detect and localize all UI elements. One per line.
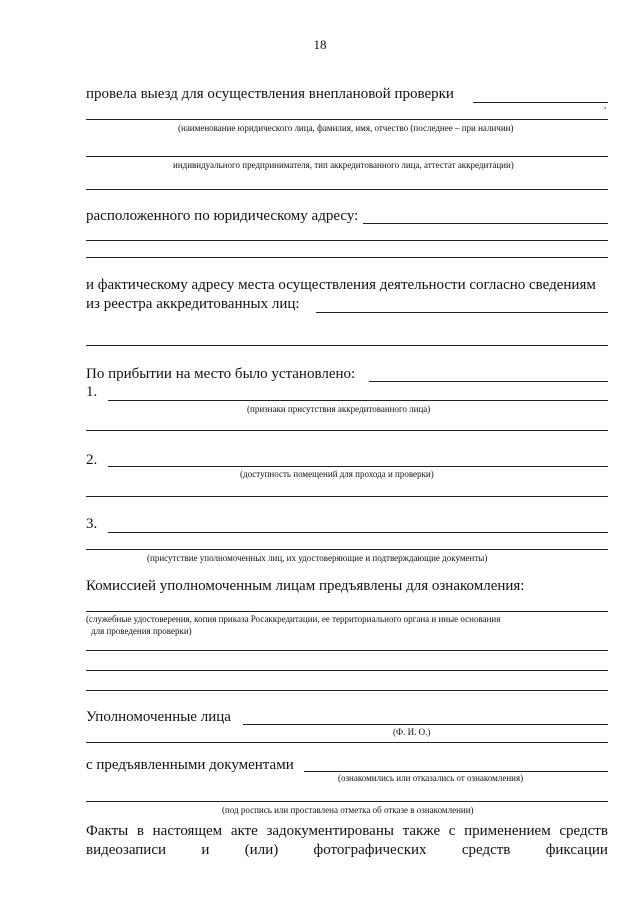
intro-blank-line: [473, 102, 608, 103]
facts-line-1-word: акте: [230, 823, 258, 839]
intro-text: провела выезд для осуществления внеплановой проверки: [86, 86, 454, 102]
item-1-line-2: [86, 430, 608, 431]
legal-address-line-1: [363, 223, 608, 224]
familiar-caption: (ознакомились или отказались от ознакомления): [338, 773, 524, 783]
item-2-caption: (доступность помещений для прохода и проверки): [240, 469, 434, 479]
commission-label: Комиссией уполномоченным лицам предъявлены для ознакомления:: [86, 578, 525, 594]
facts-line-1-word: в: [136, 823, 144, 839]
page-number: 18: [313, 37, 327, 52]
legal-address-line-2: [86, 240, 608, 241]
presented-label: с предъявленными документами: [86, 757, 294, 773]
entity-caption-2: индивидуального предпринимателя, тип аккредитованного лица, аттестат аккредитации): [173, 160, 514, 170]
item-3-line: [108, 532, 608, 533]
authorized-line-2: [86, 742, 608, 743]
item-1-line: [108, 400, 608, 401]
facts-line-1-word: задокументированы: [266, 823, 394, 839]
docs-line-3: [86, 690, 608, 691]
item-2-line-2: [86, 496, 608, 497]
entity-line-2: [86, 156, 608, 157]
item-3-line-2: [86, 549, 608, 550]
actual-address-label-2: из реестра аккредитованных лиц:: [86, 296, 300, 312]
facts-line-2-word: и: [201, 842, 210, 858]
arrival-label: По прибытии на место было установлено:: [86, 366, 356, 382]
entity-caption: (наименование юридического лица, фамилия, имя, отчество (последнее – при наличии): [178, 123, 514, 133]
actual-address-label-1: и фактическому адресу места осуществления деятельности согласно сведениям: [86, 277, 596, 293]
facts-line-1-word: средств: [559, 823, 608, 839]
item-2-number: 2.: [86, 452, 98, 468]
facts-line-2: [86, 842, 608, 859]
legal-address-line-3: [86, 257, 608, 258]
actual-address-line-1: [316, 312, 608, 313]
facts-line-1-word: Факты: [86, 823, 129, 839]
facts-line-2-word: (или): [244, 842, 279, 858]
actual-address-line-2: [86, 345, 608, 346]
legal-address-label: расположенного по юридическому адресу:: [86, 208, 359, 224]
facts-line-1-word: применением: [464, 823, 551, 839]
presented-line: [304, 771, 608, 772]
docs-line-1: [86, 650, 608, 651]
facts-line-1-word: с: [448, 823, 456, 839]
facts-line-1-text: [86, 823, 608, 840]
intro-comma: ,: [604, 100, 607, 110]
authorized-line: [243, 724, 608, 725]
entity-line-3: [86, 189, 608, 190]
fio-caption: (Ф. И. О.): [393, 727, 431, 737]
item-2-line: [108, 466, 608, 467]
facts-line-1-word: также: [402, 823, 441, 839]
docs-caption-2: для проведения проверки): [91, 626, 192, 636]
authorized-label: Уполномоченные лица: [86, 709, 231, 725]
item-3-caption: (присутствие уполномоченных лиц, их удостоверяющие и подтверждающие документы): [147, 553, 488, 563]
arrival-line: [369, 381, 608, 382]
item-3-number: 3.: [86, 516, 98, 532]
signature-line: [86, 801, 608, 802]
facts-line-2-word: видеозаписи: [86, 842, 167, 858]
facts-line-2-word: средств: [461, 842, 511, 858]
entity-name-line: [86, 119, 608, 120]
signature-caption: (под роспись или проставлена отметка об отказе в ознакомлении): [222, 805, 474, 815]
facts-line-1-word: настоящем: [152, 823, 223, 839]
docs-line-2: [86, 670, 608, 671]
facts-line-1: [86, 823, 608, 840]
commission-line: [86, 611, 608, 612]
item-1-number: 1.: [86, 384, 98, 400]
docs-caption-1: (служебные удостоверения, копия приказа Росаккредитации, ее территориального органа и иные основания: [86, 614, 501, 624]
item-1-caption: (признаки присутствия аккредитованного лица): [247, 404, 431, 414]
facts-line-2-word: фотографических: [313, 842, 427, 858]
facts-line-2-word: фиксации: [545, 842, 608, 858]
